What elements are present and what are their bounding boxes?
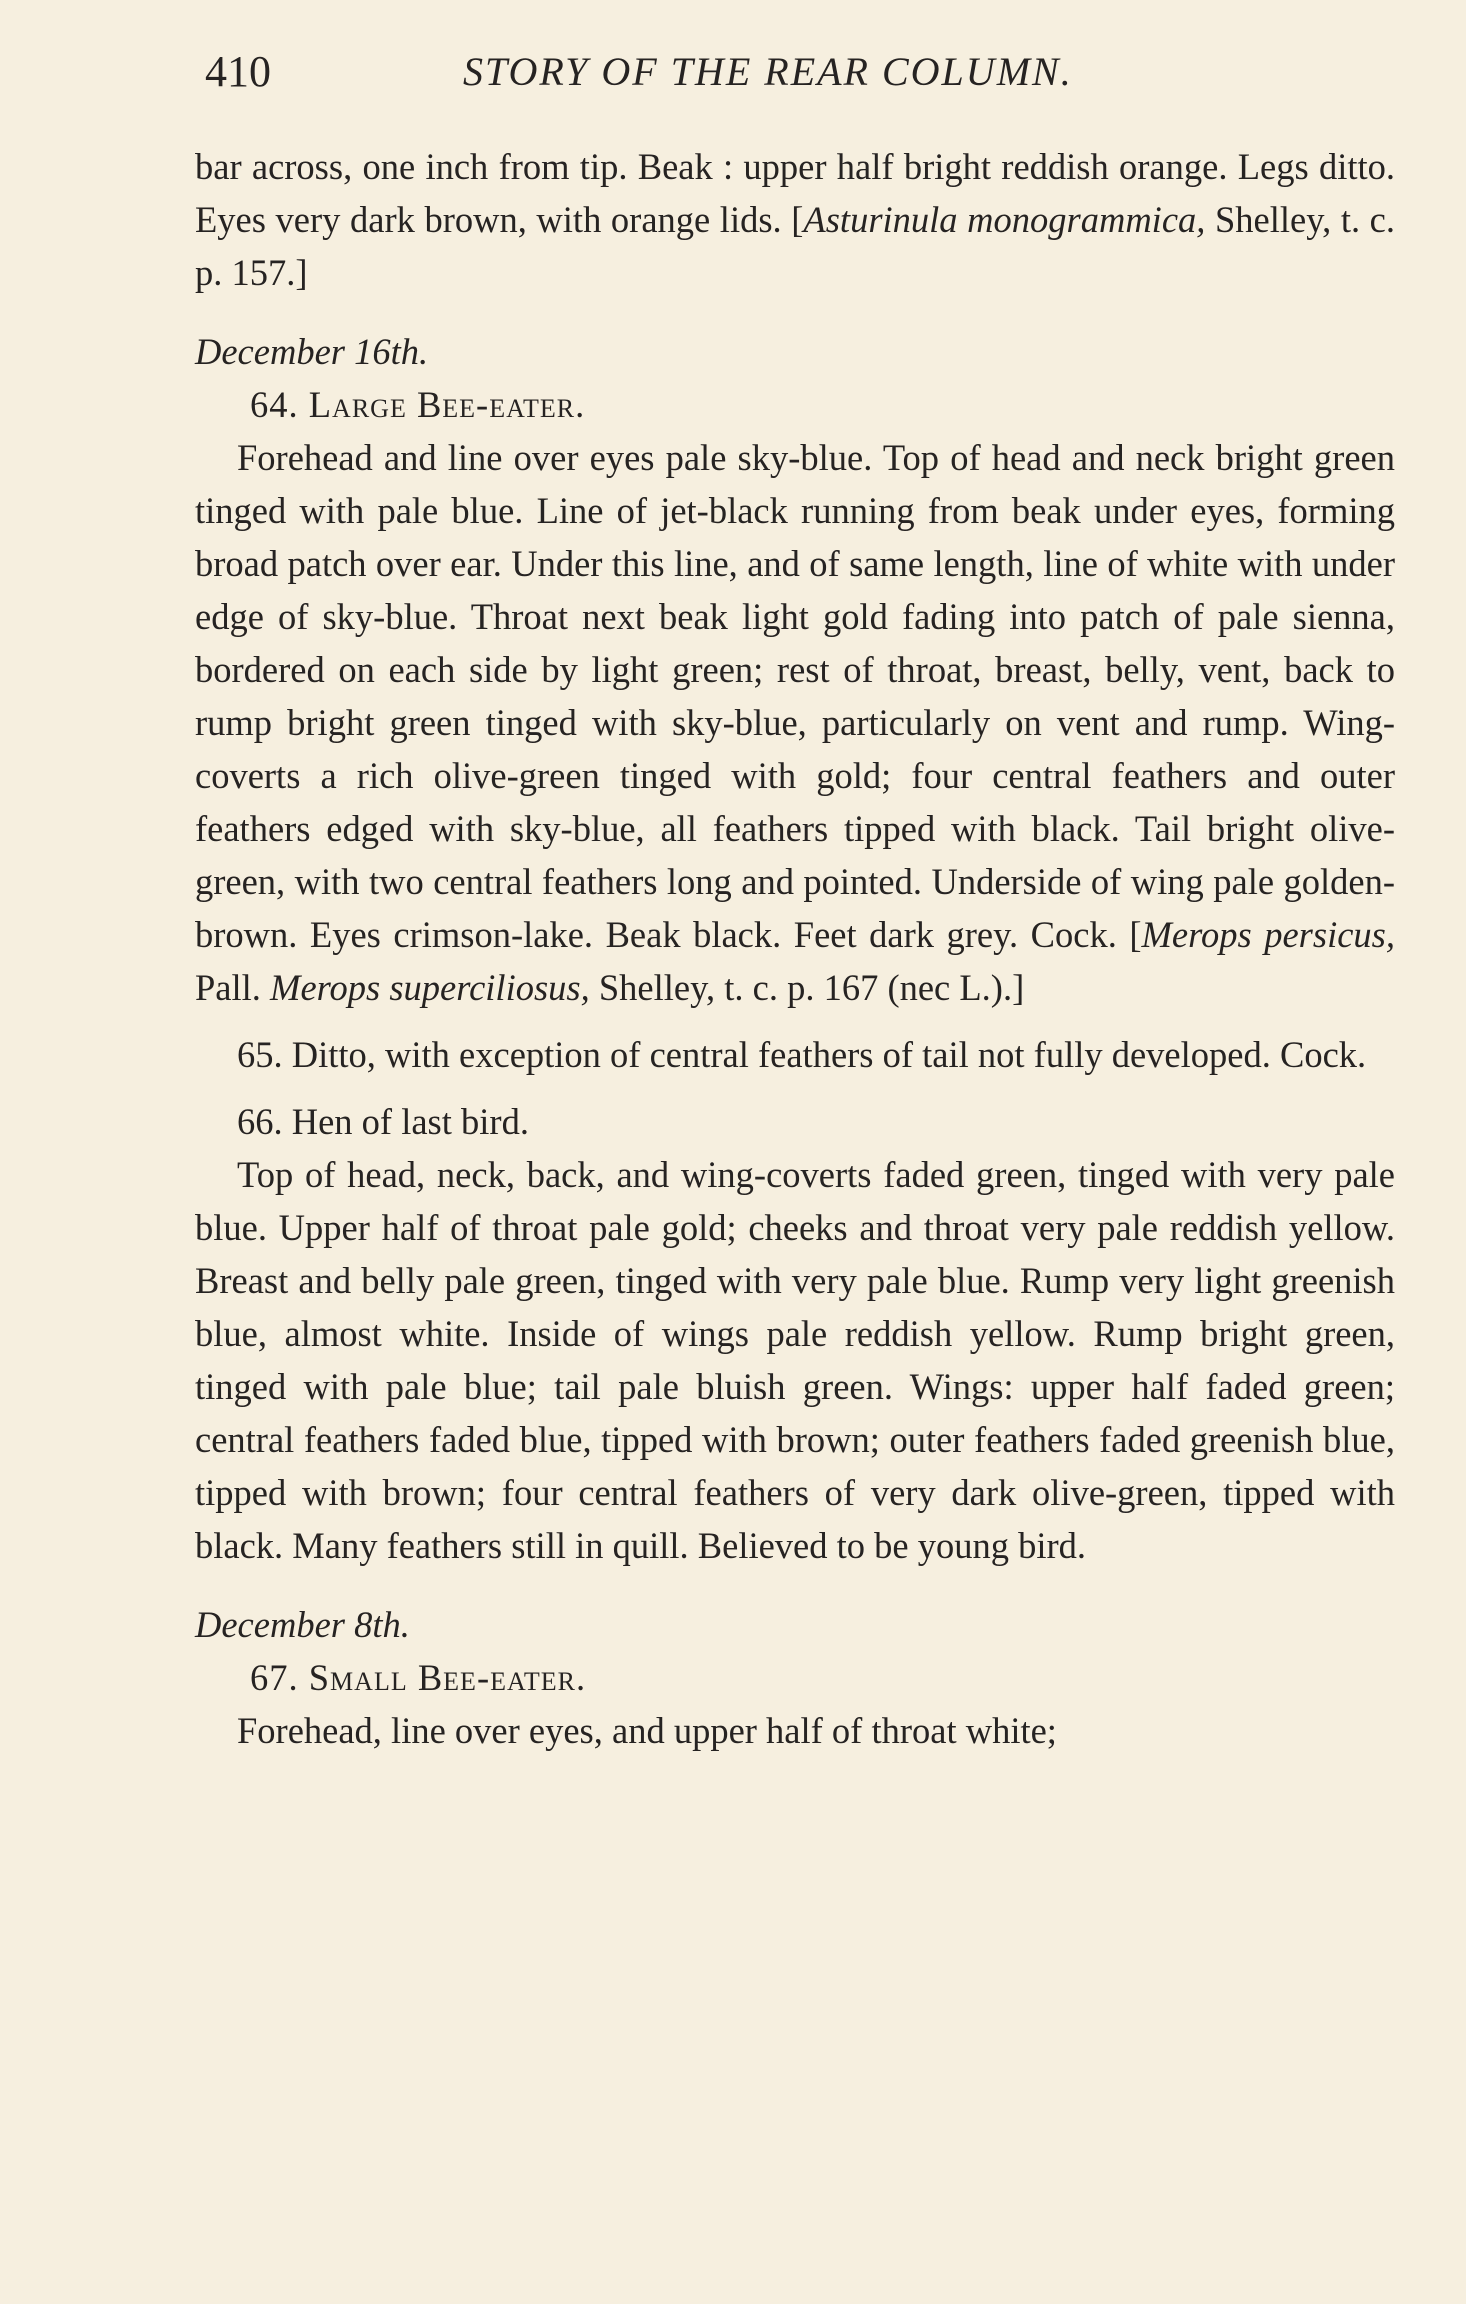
species-name: Merops persicus, [1141,914,1395,955]
page-header [205,46,1385,106]
reference: [ [1116,914,1142,955]
continued-paragraph [195,140,1395,299]
entry-heading: 67. Small Bee-eater. [250,1657,587,1698]
reference: Pall. [195,967,271,1008]
body-text [195,140,1395,1757]
date-day: 8th. [354,1604,410,1645]
entry-paragraph: 65. Ditto, with exception of central feathers of tail not fully developed. Cock. [237,1034,1367,1075]
entry-paragraph: Forehead, line over eyes, and upper half of throat white; [237,1710,1057,1751]
species-name: Asturinula monogrammica, [803,199,1206,240]
date-month: December [195,1604,355,1645]
entry-paragraph [195,431,1395,1014]
species-name: Merops superciliosus, [270,967,590,1008]
entry-heading: 64. Large Bee-eater. [250,384,586,425]
entry-heading: 66. Hen of last bird. [237,1101,529,1142]
date-day: 16th. [354,331,429,372]
bracket: [ [791,199,804,240]
entry-body: Forehead and line over eyes pale sky-blue. Top of head and neck bright green tinged with pale blue. Line of jet-black running from beak under eyes, forming broad patch over ear. Under this line, and of same length, line of white with under edge of sky-blue. Throat next beak light gold fading into patch of pale sienna, bordered on each side by light green; rest of throat, breast, belly, vent, back to rump bright green tinged with sky-blue, particularly on vent and rump. Wing-coverts a rich olive-green tinged with gold; four central feathers and outer feathers edged with sky-blue, all feathers tipped with black. Tail bright olive-green, with two central feathers long and pointed. Underside of wing pale golden-brown. Eyes crimson-lake. Beak black. Feet dark grey. Cock. [195,437,1395,955]
text-line: bar across, one inch from tip. Beak : upper half bright reddish [195,146,1109,187]
date-heading [195,1598,1395,1651]
running-head: STORY OF THE REAR COLUMN. [463,49,1073,94]
date-heading [195,325,1395,378]
reference: Shelley, t. c. p. 157.] [195,199,1395,293]
page-number: 410 [205,47,271,96]
date-month: December [195,331,355,372]
entry-paragraph: Top of head, neck, back, and wing-coverts faded green, tinged with very pale blue. Upper half of throat pale gold; cheeks and throat very pale reddish yellow. Breast and belly pale green, tinged with very pale blue. Rump very light greenish blue, almost white. Inside of wings pale reddish yellow. Rump bright green, tinged with pale blue; tail pale bluish green. Wings: upper half faded green; central feathers faded blue, tipped with brown; outer feathers faded greenish blue, tipped with brown; four central feathers of very dark olive-green, tipped with black. Many feathers still in quill. Believed to be young bird. [195,1154,1395,1566]
reference: Shelley, t. c. p. 167 (nec L.).] [589,967,1025,1008]
text-line: orange. Legs ditto. Eyes very dark brown, with orange lids. [195,146,1396,240]
